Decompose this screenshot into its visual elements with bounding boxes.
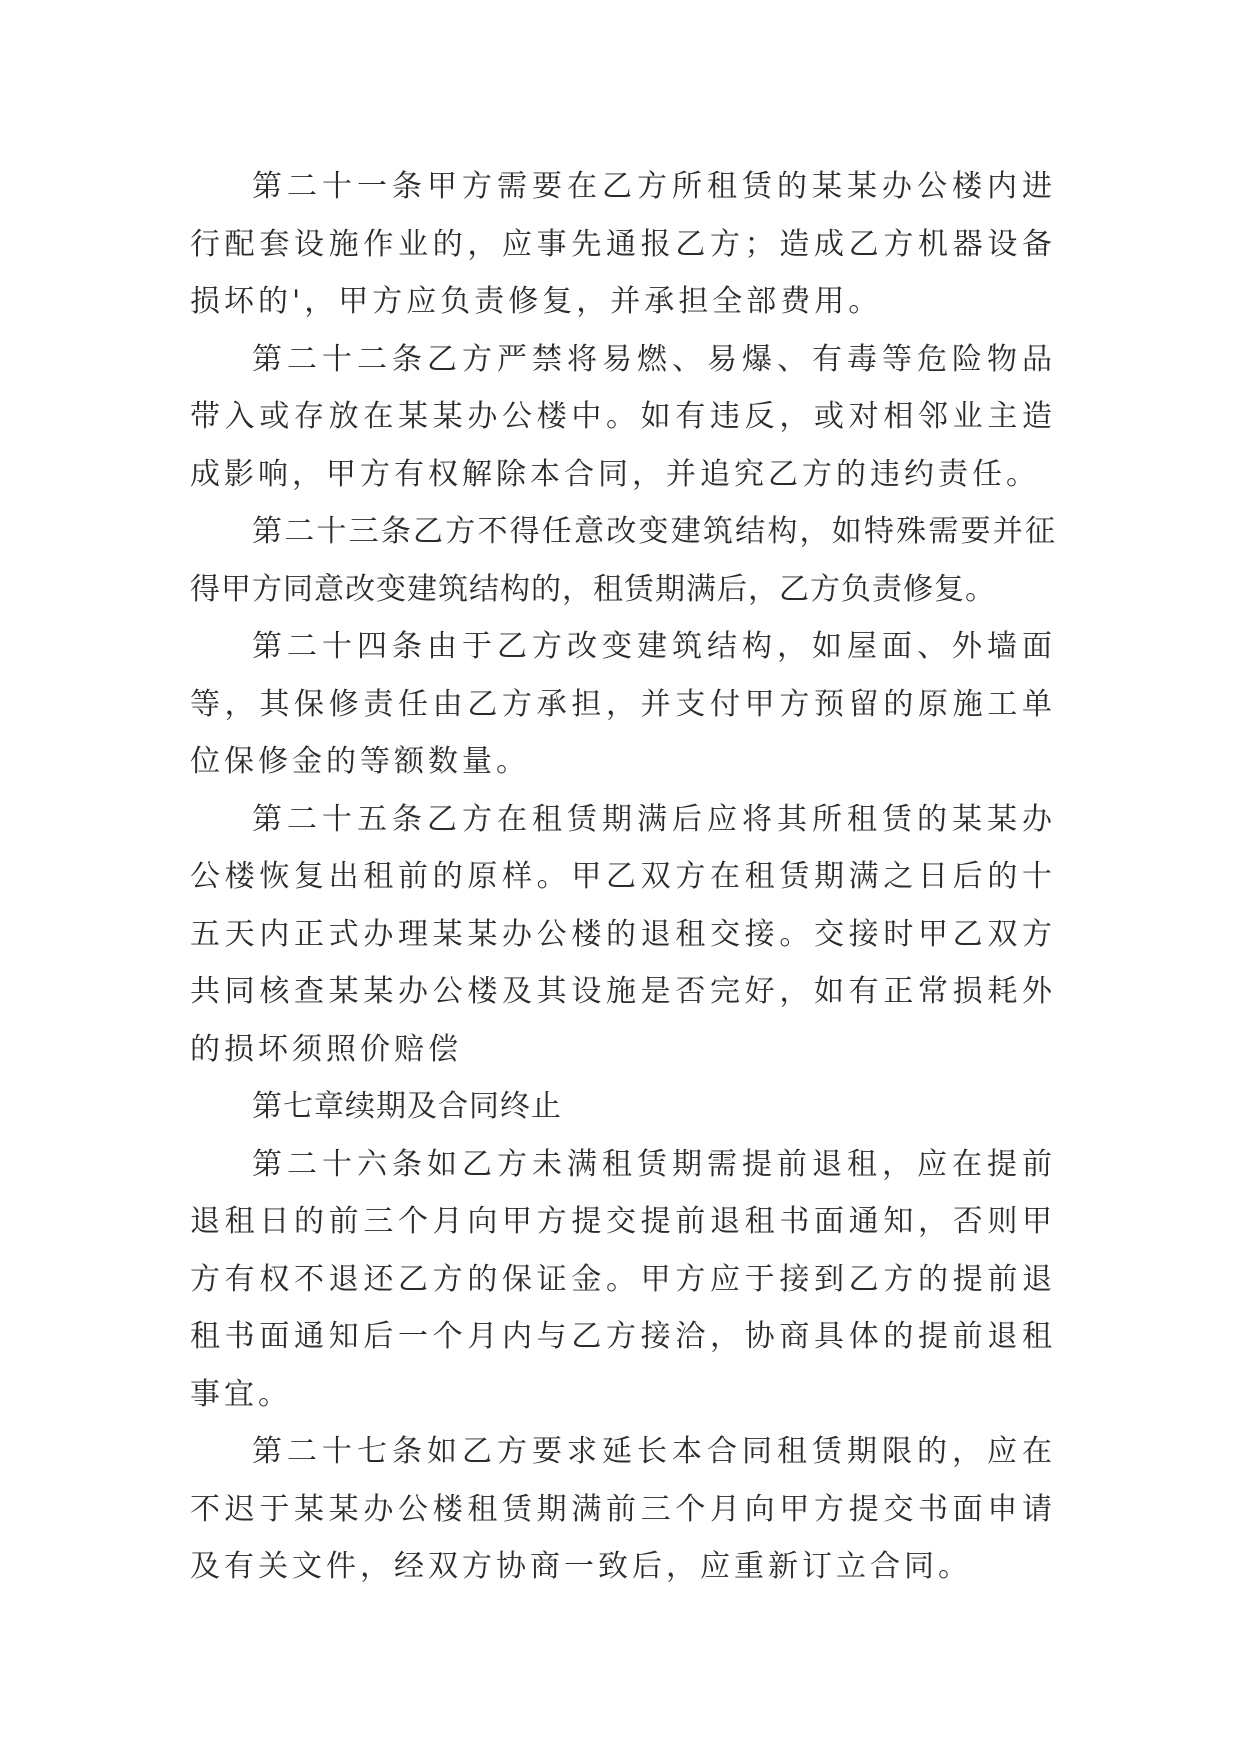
article-23: 第二十三条乙方不得任意改变建筑结构，如特殊需要并征得甲方同意改变建筑结构的，租赁期满后，乙方负责修复。	[190, 514, 1056, 607]
chapter-7-heading: 第七章续期及合同终止	[252, 1089, 562, 1124]
article-24: 第二十四条由于乙方改变建筑结构，如屋面、外墙面等，其保修责任由乙方承担，并支付甲方预留的原施工单位保修金的等额数量。	[190, 629, 1056, 779]
article-27: 第二十七条如乙方要求延长本合同租赁期限的，应在不迟于某某办公楼租赁期满前三个月向甲方提交书面申请及有关文件，经双方协商一致后，应重新订立合同。	[190, 1434, 1056, 1584]
article-25: 第二十五条乙方在租赁期满后应将其所租赁的某某办公楼恢复出租前的原样。甲乙双方在租赁期满之日后的十五天内正式办理某某办公楼的退租交接。交接时甲乙双方共同核查某某办公楼及其设施是否完好，如有正常损耗外的损坏须照价赔偿	[190, 801, 1056, 1067]
article-22: 第二十二条乙方严禁将易燃、易爆、有毒等危险物品带入或存放在某某办公楼中。如有违反，或对相邻业主造成影响，甲方有权解除本合同，并追究乙方的违约责任。	[190, 341, 1056, 492]
article-26: 第二十六条如乙方未满租赁期需提前退租，应在提前退租日的前三个月向甲方提交提前退租书面通知，否则甲方有权不退还乙方的保证金。甲方应于接到乙方的提前退租书面通知后一个月内与乙方接洽，协商具体的提前退租事宜。	[190, 1146, 1056, 1412]
document-body	[190, 158, 1056, 1596]
article-21: 第二十一条甲方需要在乙方所租赁的某某办公楼内进行配套设施作业的，应事先通报乙方；造成乙方机器设备损坏的'，甲方应负责修复，并承担全部费用。	[190, 169, 1056, 319]
